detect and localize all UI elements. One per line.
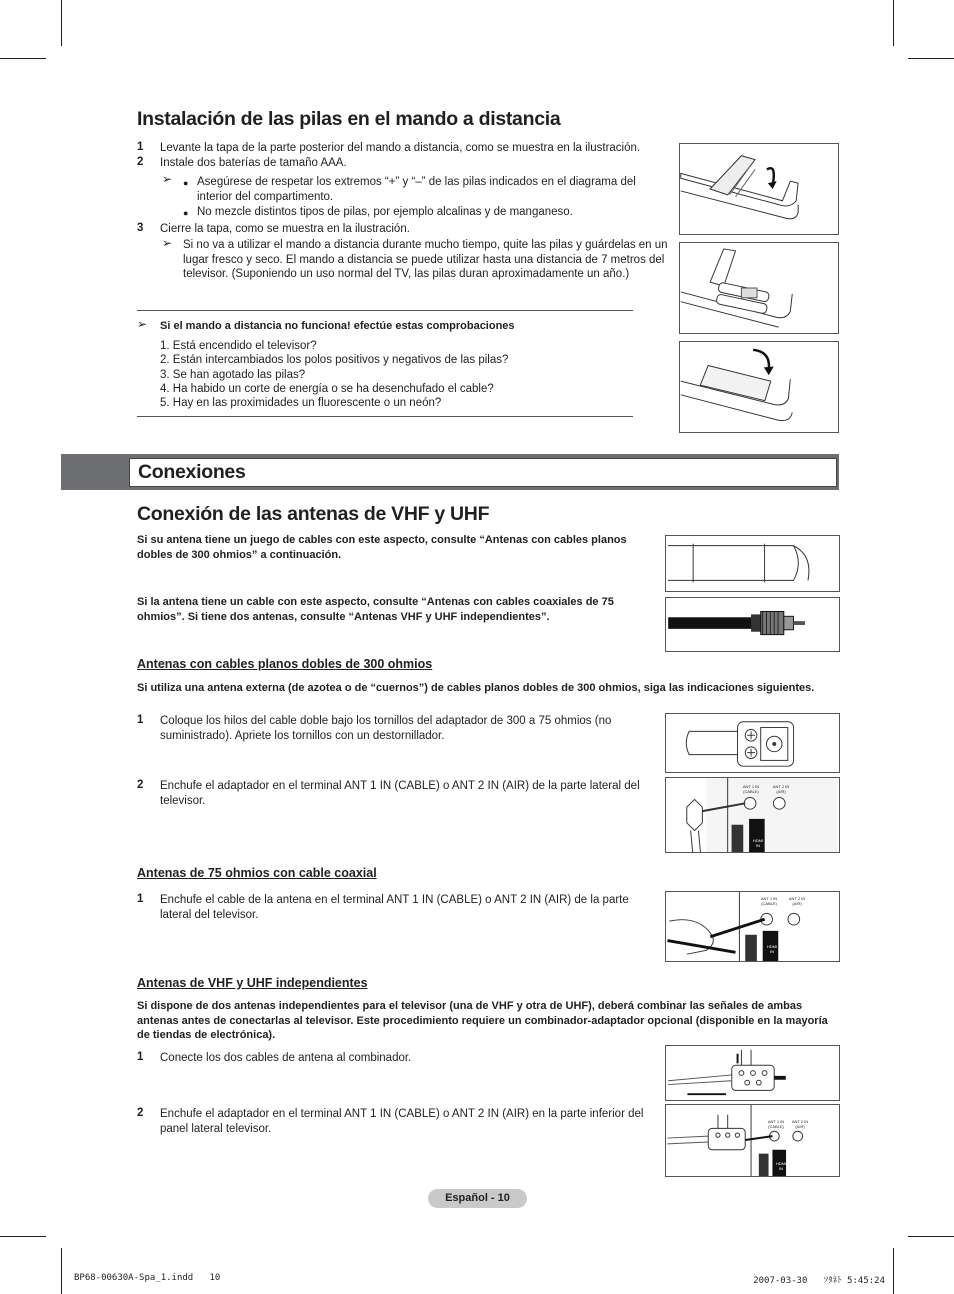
crop-mark [908,1236,954,1237]
intro-text: Si la antena tiene un cable con este aspecto, consulte “Antenas con cables coaxiales de 75 ohmios”. Si tiene dos antenas, consulte “Antenas VHF y UHF independientes”. [137,596,614,623]
figure-label: ANT 2 IN (AIR) [788,896,806,906]
coaxial-to-tv-illustration [665,891,840,962]
arrow-right-icon: ➢ [162,236,173,250]
step-number: 2 [137,156,144,168]
check-item: 3. Se han agotado las pilas? [160,369,306,381]
step-number: 1 [137,893,144,905]
step-text: Enchufe el cable de la antena en el terminal ANT 1 IN (CABLE) o ANT 2 IN (AIR) de la parte lateral del televisor. [160,894,629,921]
section-banner-inner [129,458,837,487]
subsection-title: Antenas de 75 ohmios con cable coaxial [137,866,377,880]
step-number: 2 [137,779,144,791]
remote-batteries-illustration [679,242,839,334]
step-text: Coloque los hilos del cable doble bajo los tornillos del adaptador de 300 a 75 ohmios (no suministrado). Apriete los tornillos con un destornillador. [160,715,612,742]
step-text: Levante la tapa de la parte posterior del mando a distancia, como se muestra en la ilustración. [160,142,641,154]
file-info: BP68-00630A-Spa_1.indd 10 [74,1273,221,1283]
crop-mark [0,58,46,59]
page-number: Español - 10 [445,1192,510,1204]
figure-label: ANT 1 IN (CABLE) [760,896,778,906]
figure-label: ANT 2 IN (AIR) [791,1119,809,1129]
combiner-to-tv-illustration [665,1104,840,1177]
subsection-title: Antenas de VHF y UHF independientes [137,976,368,990]
step-number: 1 [137,141,144,153]
divider [137,310,633,311]
arrow-right-icon: ➢ [162,172,173,186]
step-number: 1 [137,1051,144,1063]
remote-open-cover-illustration [679,143,839,235]
subsection-intro: Si utiliza una antena externa (de azotea o de “cuernos”) de cables planos dobles de 300 ohmios, siga las indicaciones siguientes. [137,682,815,694]
crop-mark [908,58,954,59]
subsection-intro: Si dispone de dos antenas independientes para el televisor (una de VHF y otra de UHF), deberá combinar las señales de ambas antenas antes de conectarlas al televisor. Este procedimiento requiere un combinador-adaptador opcional (disponible en la mayoría de tiendas de electrónica). [137,1000,828,1042]
section-title: Conexión de las antenas de VHF y UHF [137,503,490,525]
figure-label: HDMI IN [752,838,764,848]
combiner-illustration [665,1045,840,1101]
bullet-text: Asegúrese de respetar los extremos “+” y “–” de las pilas indicados en el diagrama del interior del compartimento. [197,176,636,203]
adapter-screws-illustration [665,713,840,773]
step-text: Enchufe el adaptador en el terminal ANT 1 IN (CABLE) o ANT 2 IN (AIR) en la parte inferior del panel lateral televisor. [160,1108,644,1135]
check-item: 1. Está encendido el televisor? [160,340,317,352]
note-body: Si no va a utilizar el mando a distancia durante mucho tiempo, quite las pilas y guárdelas en un lugar fresco y seco. El mando a distancia se puede utilizar hasta una distancia de 7 metros del televisor. (Suponiendo un uso normal del TV, las pilas duran aproximadamente un año.) [183,239,668,281]
crop-mark [893,1248,894,1294]
step-text: Conecte los dos cables de antena al combinador. [160,1052,412,1064]
subsection-title: Antenas con cables planos dobles de 300 ohmios [137,657,433,671]
check-item: 4. Ha habido un corte de energía o se ha desenchufado el cable? [160,383,494,395]
coaxial-cable-illustration [665,597,840,652]
figure-label: HDMI IN [775,1161,787,1171]
crop-mark [61,0,62,46]
page-number-badge [428,1189,527,1208]
step-number: 2 [137,1107,144,1119]
twin-lead-cable-illustration [665,535,840,592]
adapter-to-tv-illustration [665,777,840,853]
figure-label: ANT 2 IN (AIR) [772,784,790,794]
section-title: Instalación de las pilas en el mando a distancia [137,108,561,130]
figure-label: ANT 1 IN (CABLE) [742,784,760,794]
check-item: 5. Hay en las proximidades un fluorescente o un neón? [160,397,442,409]
step-number: 1 [137,714,144,726]
figure-label: ANT 1 IN (CABLE) [767,1119,785,1129]
check-title: Si el mando a distancia no funciona! efectúe estas comprobaciones [160,320,515,332]
step-text: Cierre la tapa, como se muestra en la ilustración. [160,223,410,235]
bullet-icon: ● [183,178,189,188]
bullet-text: No mezcle distintos tipos de pilas, por ejemplo alcalinas y de manganeso. [197,206,573,218]
step-number: 3 [137,222,144,234]
check-item: 2. Están intercambiados los polos positivos y negativos de las pilas? [160,354,509,366]
section-banner [61,454,839,490]
banner-title: Conexiones [138,461,246,483]
crop-mark [0,1236,46,1237]
divider [137,416,633,417]
crop-mark [61,1248,62,1294]
note-text [183,238,671,282]
crop-mark [893,0,894,46]
date-info: 2007-03-30 ｿﾀﾈﾄ 5:45:24 [753,1276,885,1286]
step-text: Enchufe el adaptador en el terminal ANT 1 IN (CABLE) o ANT 2 IN (AIR) de la parte lateral del televisor. [160,780,640,807]
step-text: Instale dos baterías de tamaño AAA. [160,157,347,169]
arrow-right-icon: ➢ [137,317,148,331]
remote-close-cover-illustration [679,341,839,433]
figure-label: HDMI IN [766,944,778,954]
bullet-icon: ● [183,208,189,218]
intro-text: Si su antena tiene un juego de cables con este aspecto, consulte “Antenas con cables planos dobles de 300 ohmios” a continuación. [137,534,627,561]
